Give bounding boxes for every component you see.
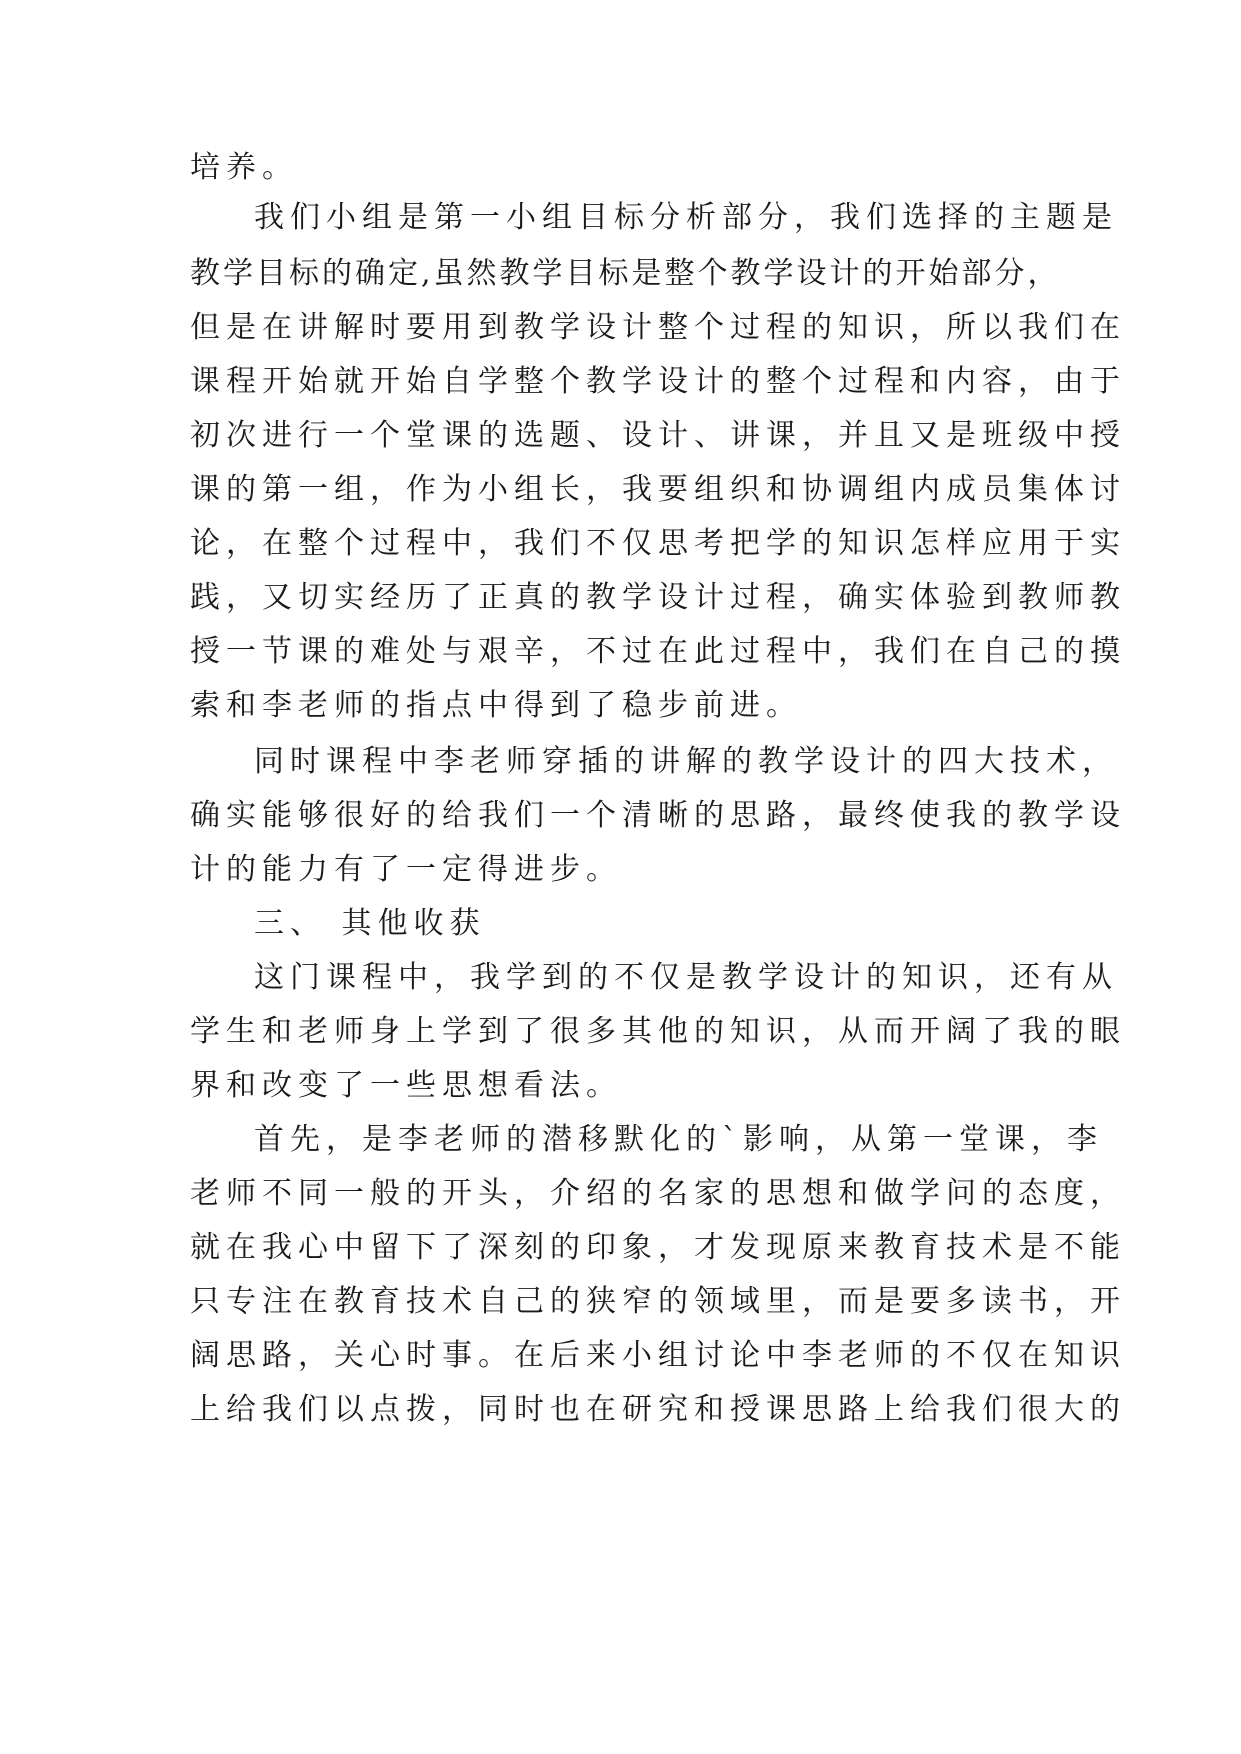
text-line: 阔思路，关心时事。在后来小组讨论中李老师的不仅在知识 xyxy=(190,1338,1126,1373)
text-line: 课程开始就开始自学整个教学设计的整个过程和内容，由于 xyxy=(190,364,1126,399)
text-line: 就在我心中留下了深刻的印象，才发现原来教育技术是不能 xyxy=(190,1230,1126,1265)
section-heading: 三、 其他收获 xyxy=(254,906,486,941)
text-line: 践，又切实经历了正真的教学设计过程，确实体验到教师教 xyxy=(190,580,1126,615)
text-line: 我们小组是第一小组目标分析部分，我们选择的主题是 xyxy=(254,200,1118,235)
text-line: 这门课程中，我学到的不仅是教学设计的知识，还有从 xyxy=(254,960,1118,995)
text-line: 培养。 xyxy=(190,150,298,185)
text-line: 教学目标的确定,虽然教学目标是整个教学设计的开始部分， xyxy=(190,256,1061,291)
text-line: 但是在讲解时要用到教学设计整个过程的知识，所以我们在 xyxy=(190,310,1126,345)
text-line: 上给我们以点拨，同时也在研究和授课思路上给我们很大的 xyxy=(190,1392,1126,1427)
text-line: 索和李老师的指点中得到了稳步前进。 xyxy=(190,688,802,723)
text-line: 首先，是李老师的潜移默化的`影响，从第一堂课，李 xyxy=(254,1122,1103,1157)
text-line: 初次进行一个堂课的选题、设计、讲课，并且又是班级中授 xyxy=(190,418,1126,453)
text-line: 论，在整个过程中，我们不仅思考把学的知识怎样应用于实 xyxy=(190,526,1126,561)
text-line: 课的第一组，作为小组长，我要组织和协调组内成员集体讨 xyxy=(190,472,1126,507)
text-line: 老师不同一般的开头，介绍的名家的思想和做学问的态度， xyxy=(190,1176,1126,1211)
text-line: 学生和老师身上学到了很多其他的知识，从而开阔了我的眼 xyxy=(190,1014,1126,1049)
text-line: 界和改变了一些思想看法。 xyxy=(190,1068,622,1103)
text-line: 授一节课的难处与艰辛，不过在此过程中，我们在自己的摸 xyxy=(190,634,1126,669)
text-line: 同时课程中李老师穿插的讲解的教学设计的四大技术， xyxy=(254,744,1118,779)
text-line: 计的能力有了一定得进步。 xyxy=(190,852,622,887)
text-line: 只专注在教育技术自己的狭窄的领域里，而是要多读书，开 xyxy=(190,1284,1126,1319)
text-line: 确实能够很好的给我们一个清晰的思路，最终使我的教学设 xyxy=(190,798,1126,833)
